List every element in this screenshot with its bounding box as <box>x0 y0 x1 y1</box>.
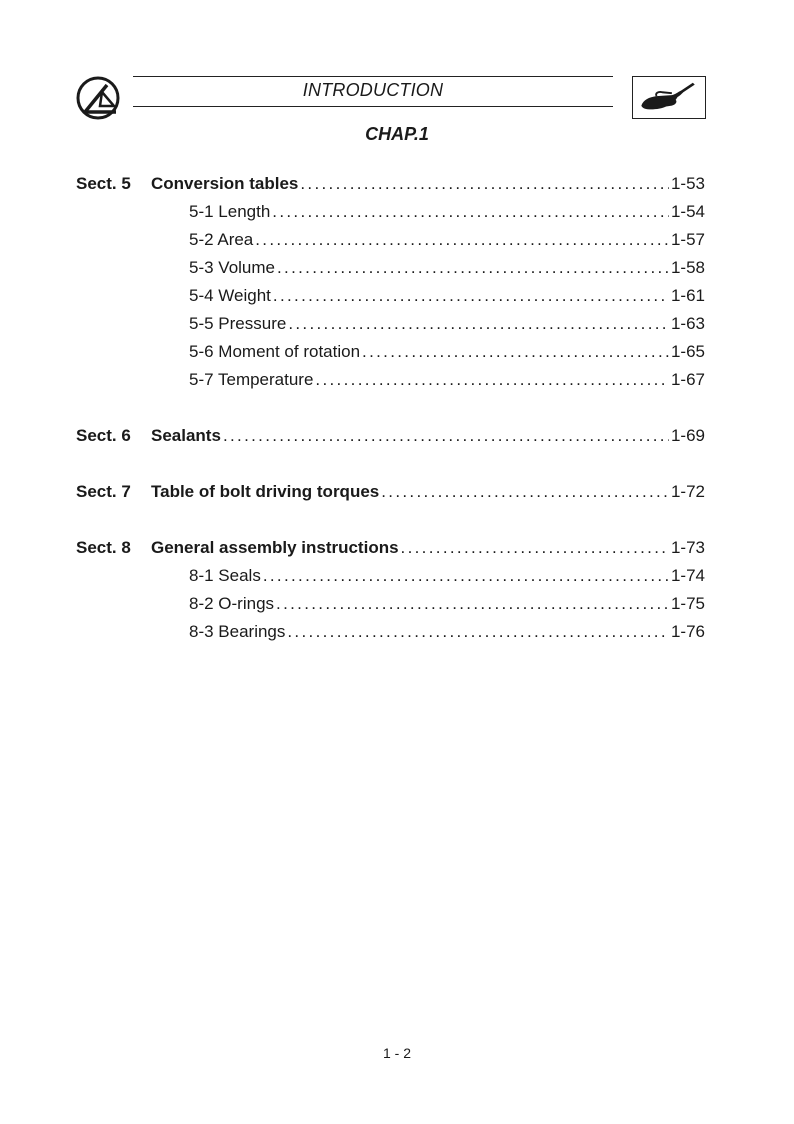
subsection-title: 8-3 Bearings <box>189 622 286 641</box>
page-ref: 1-73 <box>670 538 705 557</box>
dot-leader <box>277 254 669 282</box>
subsection-title: 5-3 Volume <box>189 258 275 277</box>
dot-leader <box>276 590 669 618</box>
section-title: Sealants <box>151 426 221 445</box>
dot-leader <box>401 534 669 562</box>
page-ref: 1-67 <box>670 370 705 389</box>
dot-leader <box>273 282 669 310</box>
dot-leader <box>315 366 669 394</box>
toc-subsection[interactable] <box>76 562 705 590</box>
dot-leader <box>362 338 669 366</box>
page-ref: 1-65 <box>670 342 705 361</box>
toc-subsection[interactable] <box>76 198 705 226</box>
page-ref: 1-53 <box>670 174 705 193</box>
page-ref: 1-69 <box>670 426 705 445</box>
subsection-title: 8-1 Seals <box>189 566 261 585</box>
subsection-title: 5-6 Moment of rotation <box>189 342 361 361</box>
section-label: Sect. 6 <box>76 426 131 445</box>
dot-leader <box>288 310 669 338</box>
page-number: 1 - 2 <box>382 1045 411 1061</box>
subsection-title: 5-2 Area <box>189 230 254 249</box>
page-ref: 1-61 <box>670 286 705 305</box>
dot-leader <box>300 170 669 198</box>
toc-section-8[interactable] <box>76 534 705 562</box>
page-ref: 1-63 <box>670 314 705 333</box>
toc-subsection[interactable] <box>76 618 705 646</box>
angle-symbol-icon <box>76 76 120 120</box>
dot-leader <box>381 478 669 506</box>
toc-subsection[interactable] <box>76 226 705 254</box>
dot-leader <box>255 226 669 254</box>
pointing-hand-icon <box>632 76 706 119</box>
toc-subsection[interactable] <box>76 590 705 618</box>
toc-subsection[interactable] <box>76 310 705 338</box>
section-label: Sect. 8 <box>76 538 131 557</box>
page-ref: 1-76 <box>670 622 705 641</box>
header-rule-top <box>133 76 613 77</box>
toc-subsection[interactable] <box>76 338 705 366</box>
toc-subsection[interactable] <box>76 282 705 310</box>
subsection-title: 5-7 Temperature <box>189 370 314 389</box>
dot-leader <box>263 562 669 590</box>
section-title: General assembly instructions <box>151 538 399 557</box>
dot-leader <box>287 618 669 646</box>
subsection-title: 5-1 Length <box>189 202 271 221</box>
section-title: Conversion tables <box>151 174 299 193</box>
toc-section-6[interactable] <box>76 422 705 450</box>
section-label: Sect. 5 <box>76 174 131 193</box>
spacer <box>76 506 705 534</box>
spacer <box>76 394 705 422</box>
section-label: Sect. 7 <box>76 482 131 501</box>
chapter-heading: CHAP.1 <box>365 124 429 144</box>
subsection-title: 5-4 Weight <box>189 286 271 305</box>
page-ref: 1-74 <box>670 566 705 585</box>
subsection-title: 5-5 Pressure <box>189 314 287 333</box>
page-ref: 1-57 <box>670 230 705 249</box>
toc-subsection[interactable] <box>76 254 705 282</box>
dot-leader <box>272 198 669 226</box>
section-title: Table of bolt driving torques <box>151 482 380 501</box>
page-ref: 1-72 <box>670 482 705 501</box>
toc-section-7[interactable] <box>76 478 705 506</box>
table-of-contents <box>76 170 705 646</box>
page-ref: 1-54 <box>670 202 705 221</box>
subsection-title: 8-2 O-rings <box>189 594 275 613</box>
page-ref: 1-58 <box>670 258 705 277</box>
toc-section-5[interactable] <box>76 170 705 198</box>
header-rule-bottom <box>133 106 613 107</box>
spacer <box>76 450 705 478</box>
page-header-title: INTRODUCTION <box>302 80 444 100</box>
page-ref: 1-75 <box>670 594 705 613</box>
toc-subsection[interactable] <box>76 366 705 394</box>
dot-leader <box>223 422 669 450</box>
